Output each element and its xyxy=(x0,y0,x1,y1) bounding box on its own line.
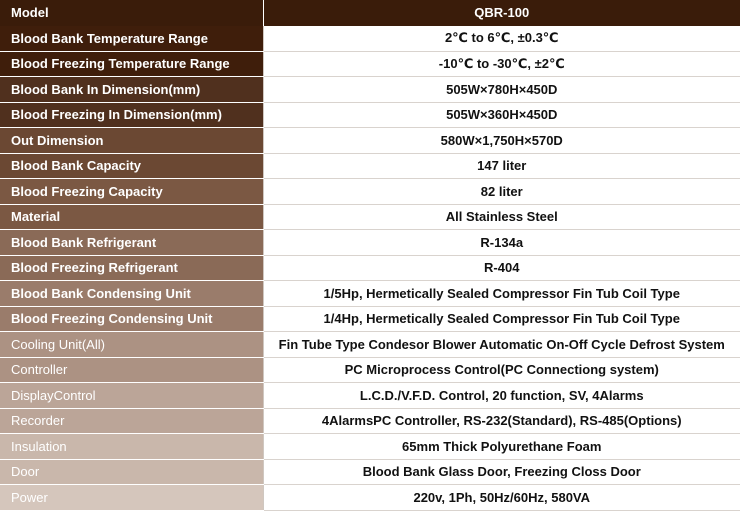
spec-label: Blood Freezing Capacity xyxy=(0,179,263,205)
table-row xyxy=(0,383,740,409)
spec-value: PC Microprocess Control(PC Connectiong system) xyxy=(263,357,740,383)
spec-value: All Stainless Steel xyxy=(263,204,740,230)
spec-value: Fin Tube Type Condesor Blower Automatic On-Off Cycle Defrost System xyxy=(263,332,740,358)
table-body xyxy=(0,26,740,511)
table-row xyxy=(0,281,740,307)
table-row xyxy=(0,230,740,256)
spec-label: Cooling Unit(All) xyxy=(0,332,263,358)
spec-value: 505W×360H×450D xyxy=(263,102,740,128)
table-row xyxy=(0,485,740,511)
spec-value: 82 liter xyxy=(263,179,740,205)
spec-value: L.C.D./V.F.D. Control, 20 function, SV, 4Alarms xyxy=(263,383,740,409)
spec-label: Blood Bank Capacity xyxy=(0,153,263,179)
spec-label: Blood Bank Refrigerant xyxy=(0,230,263,256)
spec-value: -10℃ to -30℃, ±2℃ xyxy=(263,51,740,77)
table-row xyxy=(0,26,740,52)
spec-value: 4AlarmsPC Controller, RS-232(Standard), RS-485(Options) xyxy=(263,408,740,434)
spec-value: 65mm Thick Polyurethane Foam xyxy=(263,434,740,460)
spec-value: 505W×780H×450D xyxy=(263,77,740,103)
spec-value: 580W×1,750H×570D xyxy=(263,128,740,154)
spec-label: Blood Bank In Dimension(mm) xyxy=(0,77,263,103)
table-row xyxy=(0,128,740,154)
spec-label: Blood Bank Temperature Range xyxy=(0,26,263,52)
spec-label: Blood Freezing In Dimension(mm) xyxy=(0,102,263,128)
table-row xyxy=(0,306,740,332)
table-row xyxy=(0,255,740,281)
table-row xyxy=(0,357,740,383)
spec-label: Controller xyxy=(0,357,263,383)
header-row xyxy=(0,0,740,26)
spec-value: 1/5Hp, Hermetically Sealed Compressor Fin Tub Coil Type xyxy=(263,281,740,307)
table-row xyxy=(0,459,740,485)
spec-label: Door xyxy=(0,459,263,485)
spec-label: Blood Freezing Refrigerant xyxy=(0,255,263,281)
spec-label: Power xyxy=(0,485,263,511)
spec-value: R-134a xyxy=(263,230,740,256)
table-row xyxy=(0,51,740,77)
spec-value: 1/4Hp, Hermetically Sealed Compressor Fin Tub Coil Type xyxy=(263,306,740,332)
spec-label: Recorder xyxy=(0,408,263,434)
spec-label: Blood Freezing Condensing Unit xyxy=(0,306,263,332)
table-row xyxy=(0,204,740,230)
spec-value: 220v, 1Ph, 50Hz/60Hz, 580VA xyxy=(263,485,740,511)
spec-label: Material xyxy=(0,204,263,230)
header-label: Model xyxy=(0,0,263,26)
table-row xyxy=(0,332,740,358)
table-row xyxy=(0,77,740,103)
table-row xyxy=(0,434,740,460)
spec-value: Blood Bank Glass Door, Freezing Closs Door xyxy=(263,459,740,485)
table-row xyxy=(0,102,740,128)
table-row xyxy=(0,153,740,179)
spec-value: 2℃ to 6℃, ±0.3℃ xyxy=(263,26,740,52)
spec-label: Blood Freezing Temperature Range xyxy=(0,51,263,77)
spec-label: Blood Bank Condensing Unit xyxy=(0,281,263,307)
table-row xyxy=(0,179,740,205)
spec-value: R-404 xyxy=(263,255,740,281)
spec-label: DisplayControl xyxy=(0,383,263,409)
table-header xyxy=(0,0,740,26)
spec-label: Out Dimension xyxy=(0,128,263,154)
table-row xyxy=(0,408,740,434)
header-model-value: QBR-100 xyxy=(263,0,740,26)
spec-label: Insulation xyxy=(0,434,263,460)
spec-value: 147 liter xyxy=(263,153,740,179)
